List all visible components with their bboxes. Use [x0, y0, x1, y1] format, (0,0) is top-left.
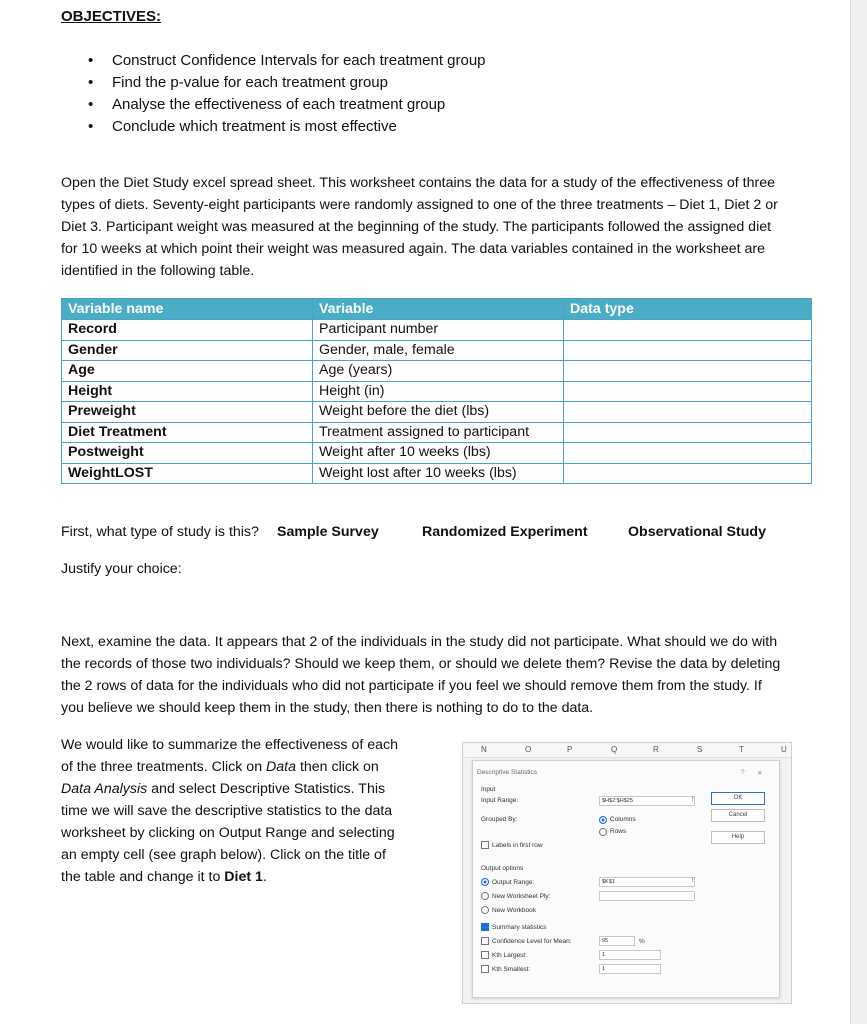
variables-table [61, 298, 812, 484]
summary-text: time we will save the descriptive statistics to the data [61, 803, 393, 819]
variable-name-cell: Age [62, 361, 313, 382]
variable-name-cell: Record [62, 320, 313, 341]
data-type-cell[interactable] [564, 361, 812, 382]
objective-item: • Analyse the effectiveness of each treatment group [88, 94, 486, 116]
new-worksheet-field[interactable] [599, 891, 695, 901]
data-type-cell[interactable] [564, 402, 812, 423]
summary-text: then click on [296, 759, 379, 775]
collapse-icon[interactable]: ↑ [691, 877, 695, 884]
variable-name-cell: WeightLOST [62, 463, 313, 484]
variable-cell: Gender, male, female [313, 340, 564, 361]
summary-line [61, 734, 421, 756]
variable-name-cell: Postweight [62, 443, 313, 464]
data-type-cell[interactable] [564, 443, 812, 464]
vertical-scrollbar[interactable] [850, 0, 867, 1024]
ok-button[interactable]: OK [711, 792, 765, 805]
variable-name-cell: Preweight [62, 402, 313, 423]
data-type-cell[interactable] [564, 381, 812, 402]
rows-radio[interactable] [599, 828, 607, 836]
percent-sign: % [639, 938, 645, 945]
kth-smallest-field[interactable]: 1 [599, 964, 661, 974]
summary-text: . [262, 869, 267, 885]
objectives-list [88, 50, 486, 138]
spreadsheet-column-headers [463, 743, 791, 758]
input-range-label: Input Range: [481, 797, 519, 804]
confidence-level-checkbox[interactable] [481, 937, 489, 945]
objectives-heading: OBJECTIVES: [61, 8, 162, 25]
summary-text: We would like to summarize the effectiveness of each [61, 737, 398, 753]
option-randomized-experiment[interactable]: Randomized Experiment [422, 524, 588, 540]
intro-line: Open the Diet Study excel spread sheet. This worksheet contains the data for a study of the effectiveness of three [61, 175, 775, 191]
summary-statistics-checkbox[interactable] [481, 923, 489, 931]
confidence-level-label: Confidence Level for Mean: [492, 938, 572, 945]
summary-paragraph [61, 734, 421, 888]
data-type-cell[interactable] [564, 422, 812, 443]
summary-line [61, 756, 421, 778]
next-paragraph [61, 631, 819, 719]
output-range-label: Output Range: [492, 879, 535, 886]
column-header: U [781, 745, 787, 754]
kth-smallest-checkbox[interactable] [481, 965, 489, 973]
option-sample-survey[interactable]: Sample Survey [277, 524, 379, 540]
table-header-row [62, 299, 812, 320]
labels-first-row-checkbox[interactable] [481, 841, 489, 849]
output-range-field[interactable]: $K$1 [599, 877, 695, 887]
excel-dialog-screenshot [462, 742, 792, 1004]
objective-item: • Find the p-value for each treatment group [88, 72, 486, 94]
kth-largest-label: Kth Largest: [492, 952, 528, 959]
input-section-label: Input [481, 786, 496, 793]
kth-largest-checkbox[interactable] [481, 951, 489, 959]
help-button[interactable]: Help [711, 831, 765, 844]
variable-cell: Weight lost after 10 weeks (lbs) [313, 463, 564, 484]
table-row [62, 361, 812, 382]
data-type-cell[interactable] [564, 340, 812, 361]
data-type-cell[interactable] [564, 320, 812, 341]
column-header: N [481, 745, 487, 754]
descriptive-statistics-dialog [472, 760, 780, 998]
column-header: O [525, 745, 532, 754]
variable-name-cell: Height [62, 381, 313, 402]
close-icon[interactable]: ✕ [757, 770, 763, 777]
summary-line [61, 844, 421, 866]
summary-statistics-label: Summary statistics [492, 924, 547, 931]
grouped-by-label: Grouped By: [481, 816, 518, 823]
objective-item: • Conclude which treatment is most effective [88, 116, 486, 138]
table-row [62, 443, 812, 464]
variable-cell: Weight before the diet (lbs) [313, 402, 564, 423]
labels-first-row-label: Labels in first row [492, 842, 543, 849]
variable-cell: Treatment assigned to participant [313, 422, 564, 443]
data-type-cell[interactable] [564, 463, 812, 484]
variable-name-cell: Gender [62, 340, 313, 361]
variable-name-cell: Diet Treatment [62, 422, 313, 443]
next-line: the records of those two individuals? Should we keep them, or should we delete them? Revise the data by deleting [61, 656, 781, 672]
table-header: Data type [564, 299, 812, 320]
collapse-icon[interactable]: ↑ [691, 796, 695, 803]
column-header: T [739, 745, 744, 754]
table-row [62, 340, 812, 361]
table-header: Variable [313, 299, 564, 320]
new-workbook-radio[interactable] [481, 906, 489, 914]
help-icon[interactable]: ? [741, 769, 745, 776]
summary-line [61, 778, 421, 800]
next-line: you believe we should keep them in the study, then there is nothing to do to the data. [61, 700, 594, 716]
intro-line: for 10 weeks at which point their weight was measured again. The data variables contained in the worksheet are [61, 241, 765, 257]
summary-line [61, 822, 421, 844]
intro-paragraph [61, 172, 819, 282]
output-range-radio[interactable] [481, 878, 489, 886]
dialog-title: Descriptive Statistics [477, 769, 537, 776]
cancel-button[interactable]: Cancel [711, 809, 765, 822]
table-row [62, 320, 812, 341]
summary-text: worksheet by clicking on Output Range and selecting [61, 825, 395, 841]
intro-line: identified in the following table. [61, 263, 255, 279]
next-line: the 2 rows of data for the individuals who did not participate if you feel we should remove them from the study. If [61, 678, 762, 694]
summary-emphasis: Data [266, 759, 296, 775]
intro-line: types of diets. Seventy-eight participants were randomly assigned to one of the three treatments – Diet 1, Diet 2 or [61, 197, 778, 213]
objective-item: • Construct Confidence Intervals for each treatment group [88, 50, 486, 72]
variable-cell: Participant number [313, 320, 564, 341]
summary-text: of the three treatments. Click on [61, 759, 267, 775]
variable-cell: Age (years) [313, 361, 564, 382]
variable-cell: Height (in) [313, 381, 564, 402]
justify-prompt: Justify your choice: [61, 561, 182, 577]
summary-text: and select Descriptive Statistics. This [147, 781, 386, 797]
column-header: P [567, 745, 573, 754]
option-observational-study[interactable]: Observational Study [628, 524, 766, 540]
table-row [62, 402, 812, 423]
columns-label: Columns [610, 816, 636, 823]
rows-label: Rows [610, 828, 627, 835]
variable-cell: Weight after 10 weeks (lbs) [313, 443, 564, 464]
table-row [62, 422, 812, 443]
summary-line [61, 866, 421, 888]
summary-line [61, 800, 421, 822]
new-worksheet-label: New Worksheet Ply: [492, 893, 551, 900]
table-header: Variable name [62, 299, 313, 320]
summary-emphasis: Data Analysis [61, 781, 148, 797]
columns-radio[interactable] [599, 816, 607, 824]
summary-text: the table and change it to [61, 869, 225, 885]
table-row [62, 381, 812, 402]
output-section-label: Output options [481, 865, 524, 872]
table-row [62, 463, 812, 484]
new-workbook-label: New Workbook [492, 907, 536, 914]
kth-smallest-label: Kth Smallest: [492, 966, 531, 973]
summary-text: an empty cell (see graph below). Click on the title of [61, 847, 386, 863]
input-range-field[interactable]: $H$2:$H$25 [599, 796, 695, 806]
next-line: Next, examine the data. It appears that 2 of the individuals in the study did not participate. What should we do with [61, 634, 778, 650]
column-header: Q [611, 745, 618, 754]
new-worksheet-radio[interactable] [481, 892, 489, 900]
summary-strong: Diet 1 [224, 869, 263, 885]
study-question: First, what type of study is this? [61, 524, 259, 540]
column-header: R [653, 745, 659, 754]
column-header: S [697, 745, 703, 754]
confidence-level-field[interactable]: 95 [599, 936, 635, 946]
intro-line: Diet 3. Participant weight was measured at the beginning of the study. The participants followed the assigned diet [61, 219, 772, 235]
kth-largest-field[interactable]: 1 [599, 950, 661, 960]
